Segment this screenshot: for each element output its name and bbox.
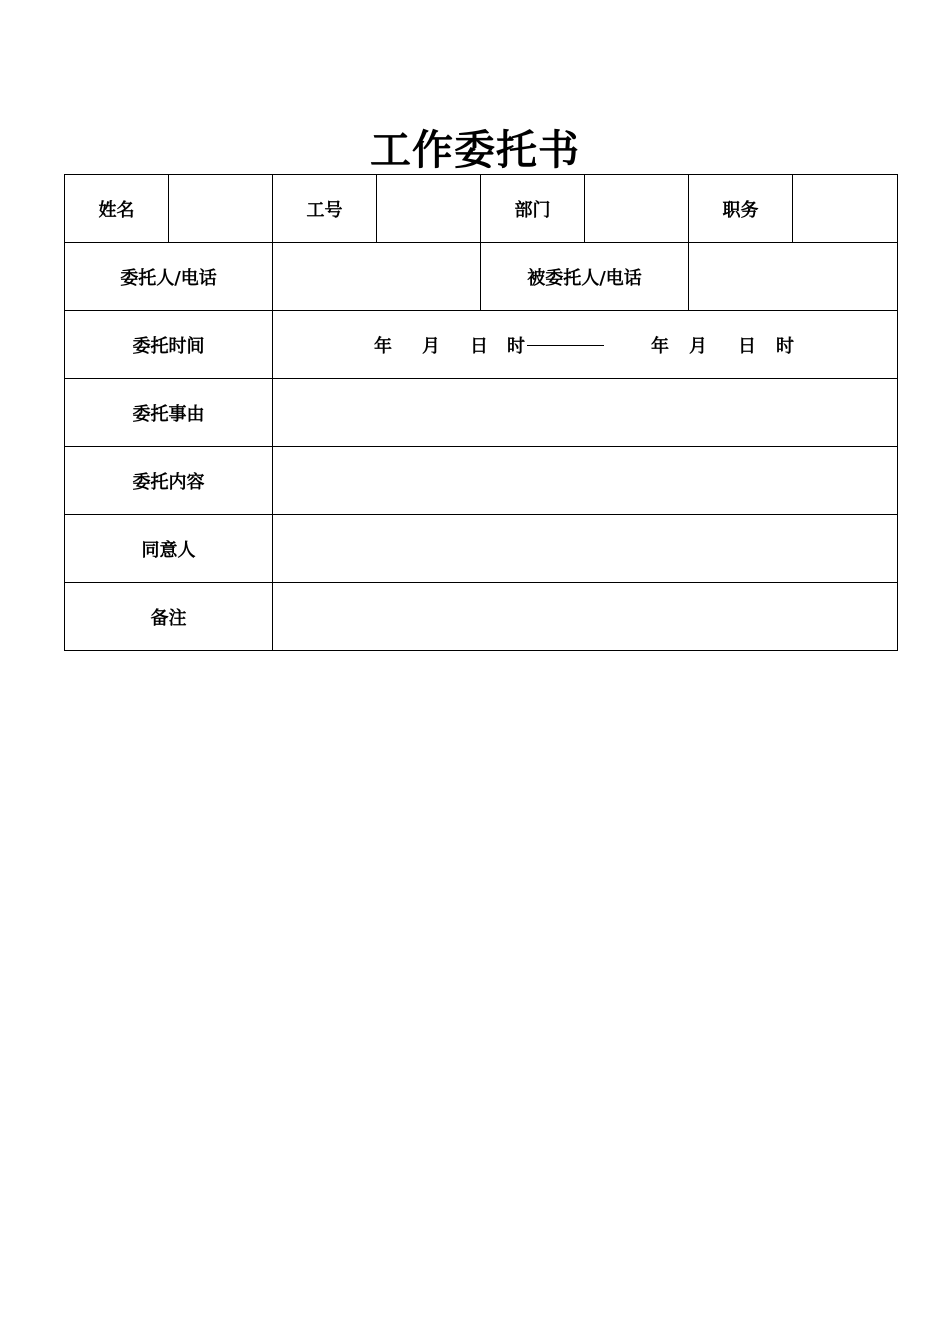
principal-phone-field[interactable] — [273, 243, 481, 311]
department-label: 部门 — [481, 175, 585, 243]
name-field[interactable] — [169, 175, 273, 243]
approver-label: 同意人 — [65, 515, 273, 583]
start-month-unit: 月 — [422, 335, 440, 357]
delegation-form-table — [64, 174, 898, 651]
row-remarks — [65, 583, 898, 651]
start-hour-unit: 时 — [507, 335, 525, 357]
employee-id-field[interactable] — [377, 175, 481, 243]
row-delegation-reason — [65, 379, 898, 447]
position-label: 职务 — [689, 175, 793, 243]
row-delegation-time — [65, 311, 898, 379]
remarks-label: 备注 — [65, 583, 273, 651]
row-parties — [65, 243, 898, 311]
remarks-field[interactable] — [273, 583, 898, 651]
delegation-content-field[interactable] — [273, 447, 898, 515]
approver-field[interactable] — [273, 515, 898, 583]
end-hour-unit: 时 — [776, 335, 794, 357]
end-year-unit: 年 — [651, 335, 669, 357]
row-basic-info — [65, 175, 898, 243]
start-day-unit: 日 — [470, 335, 488, 357]
row-approver — [65, 515, 898, 583]
end-month-unit: 月 — [689, 335, 707, 357]
row-delegation-content — [65, 447, 898, 515]
employee-id-label: 工号 — [273, 175, 377, 243]
delegation-reason-label: 委托事由 — [65, 379, 273, 447]
delegation-time-label: 委托时间 — [65, 311, 273, 379]
name-label: 姓名 — [65, 175, 169, 243]
department-field[interactable] — [585, 175, 689, 243]
delegation-reason-field[interactable] — [273, 379, 898, 447]
end-day-unit: 日 — [738, 335, 756, 357]
agent-phone-field[interactable] — [689, 243, 898, 311]
position-field[interactable] — [793, 175, 898, 243]
delegation-content-label: 委托内容 — [65, 447, 273, 515]
principal-phone-label: 委托人/电话 — [65, 243, 273, 311]
start-year-unit: 年 — [374, 335, 392, 357]
delegation-time-field[interactable] — [273, 311, 898, 379]
agent-phone-label: 被委托人/电话 — [481, 243, 689, 311]
time-range-dash — [527, 345, 604, 346]
document-title: 工作委托书 — [370, 126, 580, 174]
